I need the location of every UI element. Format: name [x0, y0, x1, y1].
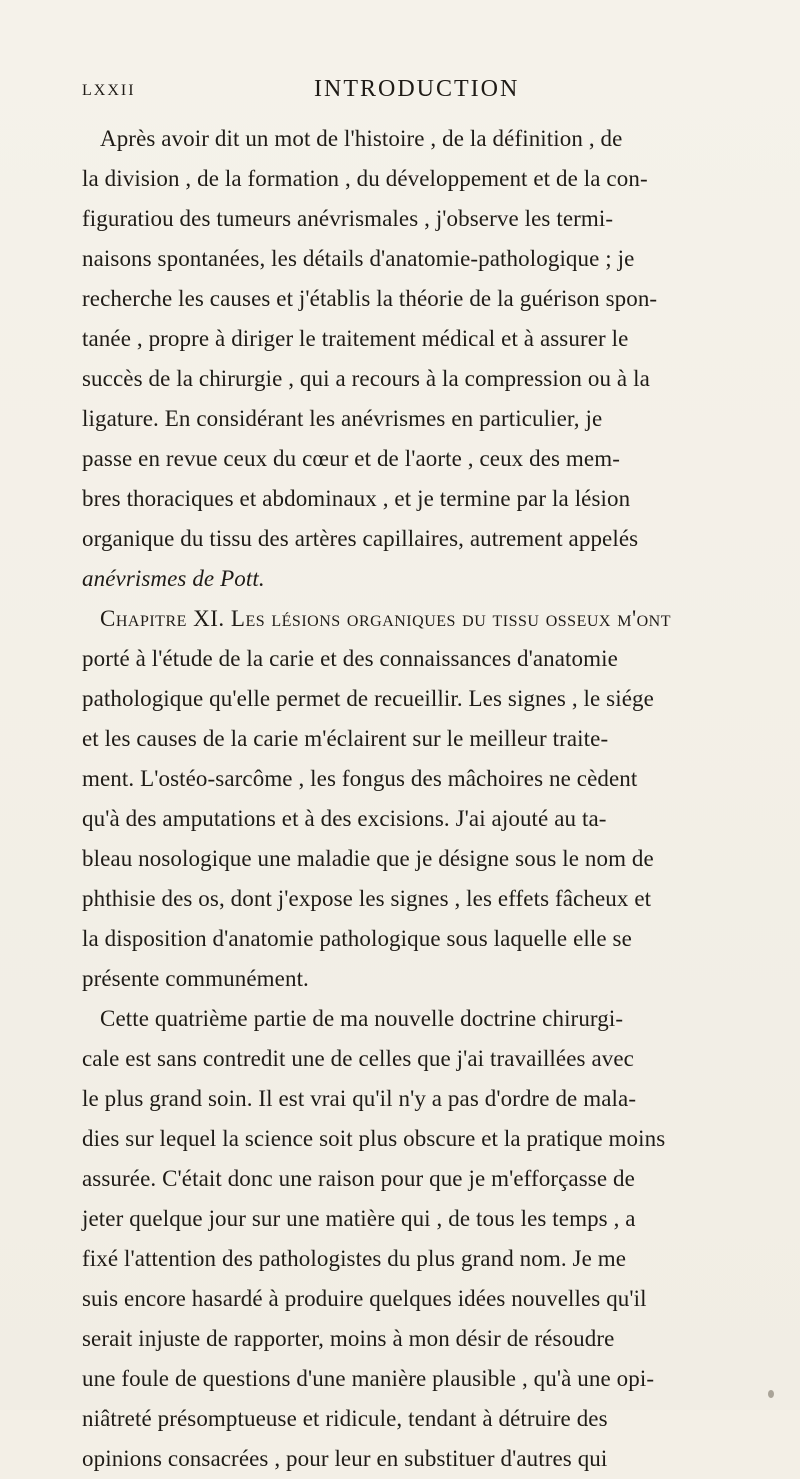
text-line: recherche les causes et j'établis la théorie de la guérison spon-: [82, 286, 658, 311]
text-line: naisons spontanées, les détails d'anatomie-pathologique ; je: [82, 246, 635, 271]
page-number: LXXII: [82, 82, 136, 99]
text-line: le plus grand soin. Il est vrai qu'il n'y a pas d'ordre de mala-: [82, 1086, 637, 1111]
text-line: succès de la chirurgie , qui a recours à la compression ou à la: [82, 366, 650, 391]
text-line: assurée. C'était donc une raison pour que je m'efforçasse de: [82, 1166, 635, 1191]
text-line: anévrismes de Pott.: [82, 566, 265, 591]
text-line: phthisie des os, dont j'expose les signes , les effets fâcheux et: [82, 886, 652, 911]
text-line: et les causes de la carie m'éclairent sur le meilleur traite-: [82, 726, 609, 751]
text-line: organique du tissu des artères capillaires, autrement appelés: [82, 526, 639, 551]
text-line: serait injuste de rapporter, moins à mon désir de résoudre: [82, 1326, 615, 1351]
text-line: tanée , propre à diriger le traitement médical et à assurer le: [82, 326, 629, 351]
text-line: cale est sans contredit une de celles que j'ai travaillées avec: [82, 1046, 634, 1071]
text-line: pathologique qu'elle permet de recueillir. Les signes , le siége: [82, 686, 654, 711]
text-line: jeter quelque jour sur une matière qui , de tous les temps , a: [82, 1206, 636, 1231]
text-line: figuratiou des tumeurs anévrismales , j'observe les termi-: [82, 206, 614, 231]
chapter-line: Chapitre XI. Les lésions organiques du tissu osseux m'ont: [100, 606, 671, 631]
text-line: Cette quatrième partie de ma nouvelle doctrine chirurgi-: [100, 1006, 624, 1031]
text-line: qu'à des amputations et à des excisions. J'ai ajouté au ta-: [82, 806, 607, 831]
text-line: fixé l'attention des pathologistes du plus grand nom. Je me: [82, 1246, 627, 1271]
text-block: [82, 119, 758, 1479]
text-line: opinions consacrées , pour leur en substituer d'autres qui: [82, 1446, 608, 1471]
text-line: suis encore hasardé à produire quelques idées nouvelles qu'il: [82, 1286, 647, 1311]
text-line: présente communément.: [82, 966, 309, 991]
running-head: [82, 78, 732, 112]
text-line: dies sur lequel la science soit plus obscure et la pratique moins: [82, 1126, 666, 1151]
text-line: ligature. En considérant les anévrismes en particulier, je: [82, 406, 603, 431]
text-line: porté à l'étude de la carie et des connaissances d'anatomie: [82, 646, 618, 671]
text-line: Après avoir dit un mot de l'histoire , de la définition , de: [100, 126, 623, 151]
text-line: la division , de la formation , du développement et de la con-: [82, 166, 648, 191]
text-line: ment. L'ostéo-sarcôme , les fongus des mâchoires ne cèdent: [82, 766, 638, 791]
ink-mark: [768, 1390, 774, 1398]
text-line: une foule de questions d'une manière plausible , qu'à une opi-: [82, 1366, 655, 1391]
text-line: niâtreté présomptueuse et ridicule, tendant à détruire des: [82, 1406, 608, 1431]
text-line: la disposition d'anatomie pathologique sous laquelle elle se: [82, 926, 632, 951]
text-line: passe en revue ceux du cœur et de l'aorte , ceux des mem-: [82, 446, 620, 471]
running-title: INTRODUCTION: [314, 76, 520, 102]
text-line: bres thoraciques et abdominaux , et je termine par la lésion: [82, 486, 631, 511]
text-line: bleau nosologique une maladie que je désigne sous le nom de: [82, 846, 654, 871]
